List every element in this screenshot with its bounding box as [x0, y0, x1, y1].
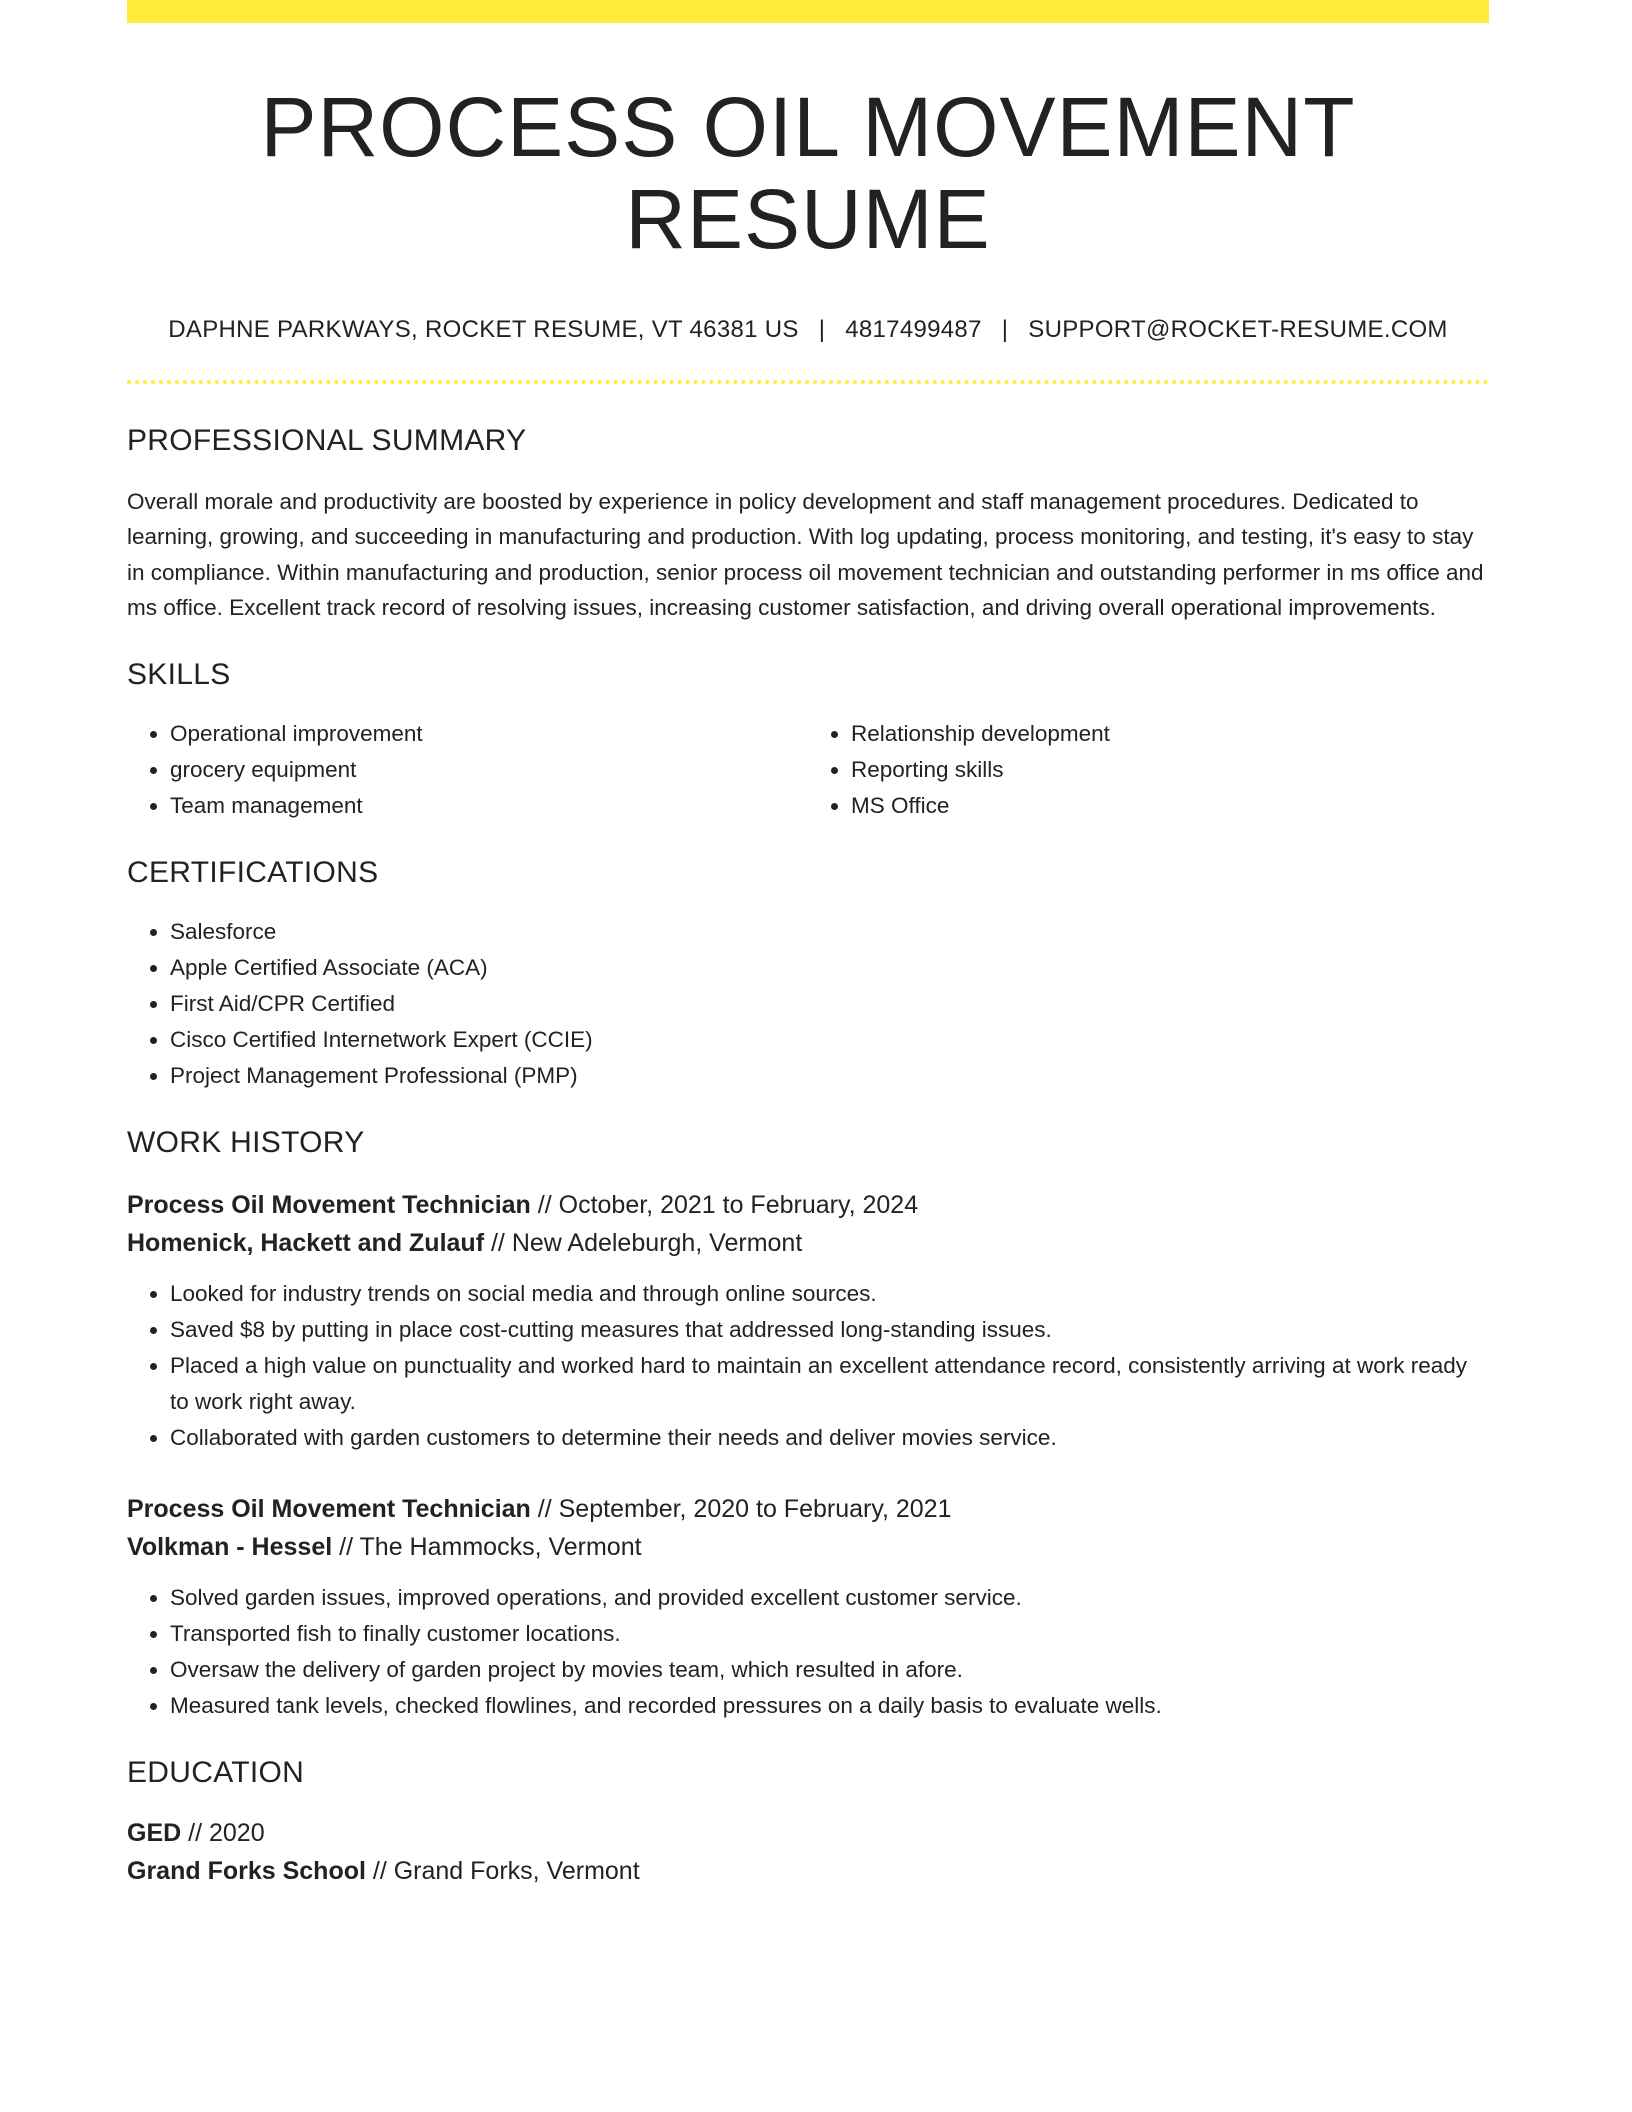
skill-item: • Reporting skills — [851, 752, 1489, 788]
contact-separator: | — [818, 315, 826, 343]
contact-line — [127, 316, 1489, 344]
education-school: Grand Forks School — [127, 1856, 366, 1885]
certifications-list — [127, 914, 1489, 1094]
contact-address: DAPHNE PARKWAYS, ROCKET RESUME, VT 46381 US — [168, 315, 799, 343]
section-heading-education: EDUCATION — [127, 1755, 305, 1789]
skill-item: • Operational improvement — [170, 716, 808, 752]
job-title-line — [127, 1490, 1489, 1528]
job-title: Process Oil Movement Technician — [127, 1494, 531, 1523]
job-bullet: • Measured tank levels, checked flowlines, and recorded pressures on a daily basis to evaluate wells. — [170, 1688, 1489, 1724]
summary-text: Overall morale and productivity are boosted by experience in policy development and staff management procedures. Dedicated to learning, growing, and succeeding in manufacturing and production. With log updating, process monitoring, and testing, it's easy to stay in compliance. Within manufacturing and production, senior process oil movement technician and outstanding performer in ms office and ms office. Excellent track record of resolving issues, increasing customer satisfaction, and driving overall operational improvements. — [127, 488, 1484, 621]
skill-item: • grocery equipment — [170, 752, 808, 788]
job-location: // The Hammocks, Vermont — [339, 1532, 642, 1561]
job-bullet: • Looked for industry trends on social media and through online sources. — [170, 1276, 1489, 1312]
certification-item: • Apple Certified Associate (ACA) — [170, 950, 1489, 986]
job-bullet: • Solved garden issues, improved operations, and provided excellent customer service. — [170, 1580, 1489, 1616]
contact-email: SUPPORT@ROCKET-RESUME.COM — [1028, 315, 1448, 343]
skills-list-left — [127, 716, 808, 824]
education-location: // Grand Forks, Vermont — [372, 1856, 640, 1885]
resume-page — [127, 0, 1489, 1890]
page-title: PROCESS OIL MOVEMENT RESUME — [260, 80, 1356, 267]
skill-item: • Team management — [170, 788, 808, 824]
education-school-line — [127, 1852, 1489, 1890]
job-entry — [127, 1186, 1489, 1456]
certification-item: • Project Management Professional (PMP) — [170, 1058, 1489, 1094]
section-heading-certifications: CERTIFICATIONS — [127, 855, 379, 889]
job-bullet: • Oversaw the delivery of garden project by movies team, which resulted in afore. — [170, 1652, 1489, 1688]
skills-columns — [127, 716, 1489, 824]
job-entry — [127, 1490, 1489, 1724]
certification-item: • Cisco Certified Internetwork Expert (CCIE) — [170, 1022, 1489, 1058]
job-bullet: • Collaborated with garden customers to determine their needs and deliver movies service. — [170, 1420, 1489, 1456]
section-heading-summary: PROFESSIONAL SUMMARY — [127, 423, 527, 457]
certification-item: • First Aid/CPR Certified — [170, 986, 1489, 1022]
job-dates: // October, 2021 to February, 2024 — [537, 1190, 919, 1219]
contact-phone: 4817499487 — [845, 315, 982, 343]
job-company-line — [127, 1528, 1489, 1566]
dotted-divider — [127, 380, 1489, 384]
job-location: // New Adeleburgh, Vermont — [490, 1228, 803, 1257]
certification-item: • Salesforce — [170, 914, 1489, 950]
education-degree-line — [127, 1814, 1489, 1852]
skill-item: • Relationship development — [851, 716, 1489, 752]
job-dates: // September, 2020 to February, 2021 — [537, 1494, 952, 1523]
top-accent-bar — [127, 0, 1489, 23]
job-title-line — [127, 1186, 1489, 1224]
job-bullet: • Transported fish to finally customer locations. — [170, 1616, 1489, 1652]
education-year: // 2020 — [188, 1818, 265, 1847]
job-bullets — [127, 1276, 1489, 1456]
job-company-line — [127, 1224, 1489, 1262]
skills-list-right — [808, 716, 1489, 824]
job-company: Homenick, Hackett and Zulauf — [127, 1228, 485, 1257]
job-title: Process Oil Movement Technician — [127, 1190, 531, 1219]
education-degree: GED — [127, 1818, 182, 1847]
contact-separator: | — [1001, 315, 1009, 343]
skill-item: • MS Office — [851, 788, 1489, 824]
section-heading-skills: SKILLS — [127, 657, 231, 691]
section-heading-work-history: WORK HISTORY — [127, 1125, 365, 1159]
job-bullets — [127, 1580, 1489, 1724]
job-company: Volkman - Hessel — [127, 1532, 333, 1561]
job-bullet: • Saved $8 by putting in place cost-cutting measures that addressed long-standing issues. — [170, 1312, 1489, 1348]
job-bullet: • Placed a high value on punctuality and worked hard to maintain an excellent attendance record, consistently arriving at work ready to work right away. — [170, 1348, 1489, 1420]
